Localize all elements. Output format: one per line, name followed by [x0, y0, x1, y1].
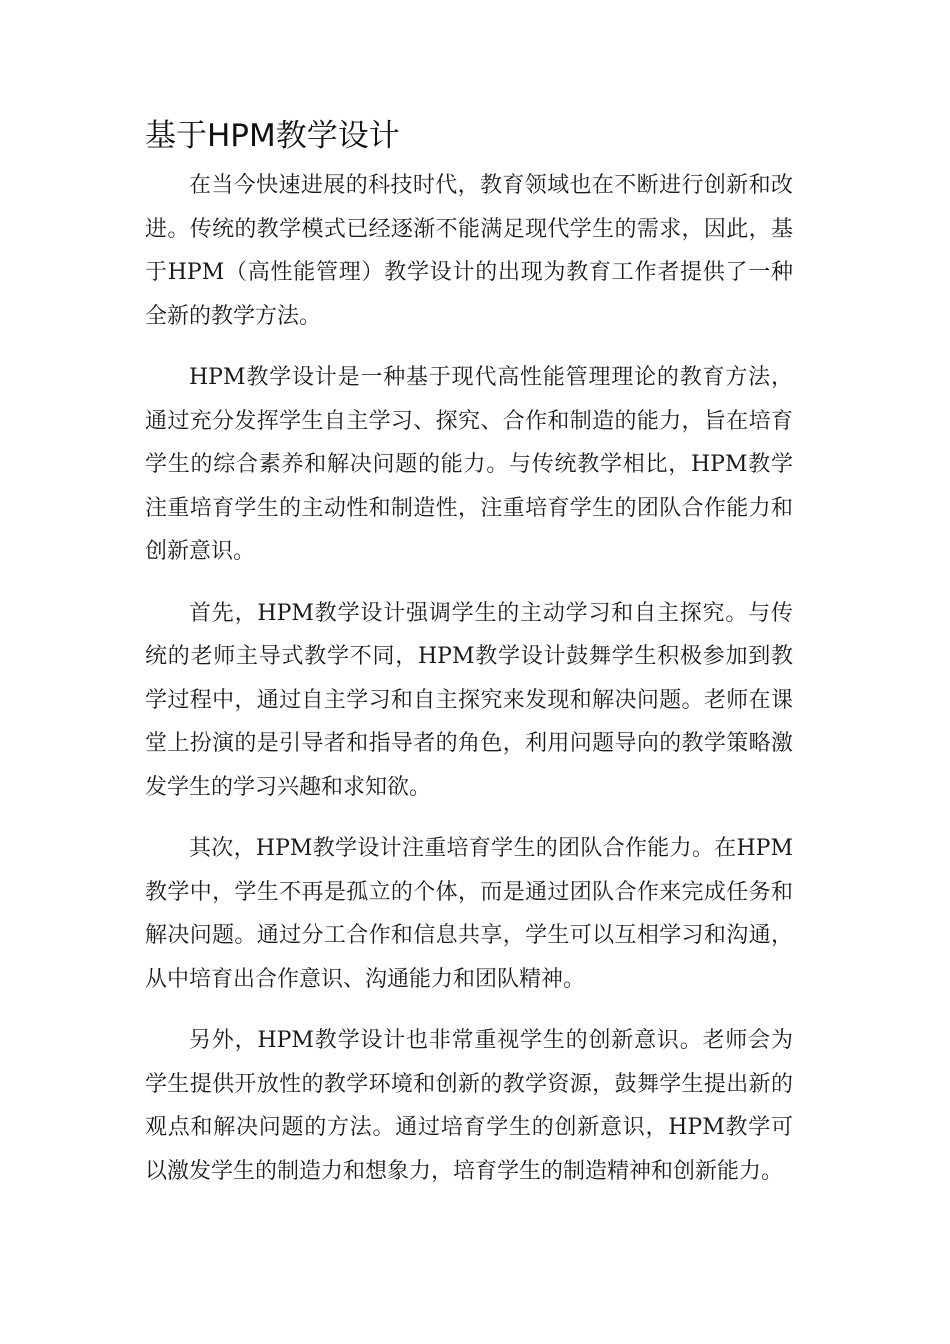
- paragraph-definition: HPM教学设计是一种基于现代高性能管理理论的教育方法，通过充分发挥学生自主学习、探究、合作和制造的能力，旨在培育学生的综合素养和解决问题的能力。与传统教学相比，HPM教学注重培育学生的主动性和制造性，注重培育学生的团队合作能力和创新意识。: [145, 365, 793, 564]
- paragraph-second-point: 其次，HPM教学设计注重培育学生的团队合作能力。在HPM教学中，学生不再是孤立的个体，而是通过团队合作来完成任务和解决问题。通过分工合作和信息共享，学生可以互相学习和沟通，从中培育出合作意识、沟通能力和团队精神。: [145, 836, 793, 992]
- paragraph-first-point: 首先，HPM教学设计强调学生的主动学习和自主探究。与传统的老师主导式教学不同，HPM教学设计鼓舞学生积极参加到教学过程中，通过自主学习和自主探究来发现和解决问题。老师在课堂上扮演的是引导者和指导者的角色，利用问题导向的教学策略激发学生的学习兴趣和求知欲。: [145, 600, 793, 800]
- paragraph-intro: 在当今快速进展的科技时代，教育领域也在不断进行创新和改进。传统的教学模式已经逐渐不能满足现代学生的需求，因此，基于HPM（高性能管理）教学设计的出现为教育工作者提供了一种全新的教学方法。: [145, 173, 793, 329]
- paragraph-third-point: 另外，HPM教学设计也非常重视学生的创新意识。老师会为学生提供开放性的教学环境和创新的教学资源，鼓舞学生提出新的观点和解决问题的方法。通过培育学生的创新意识，HPM教学可以激发学生的制造力和想象力，培育学生的制造精神和创新能力。: [145, 1028, 793, 1184]
- document-body: [145, 164, 793, 1211]
- document-title: 基于HPM教学设计: [145, 118, 400, 154]
